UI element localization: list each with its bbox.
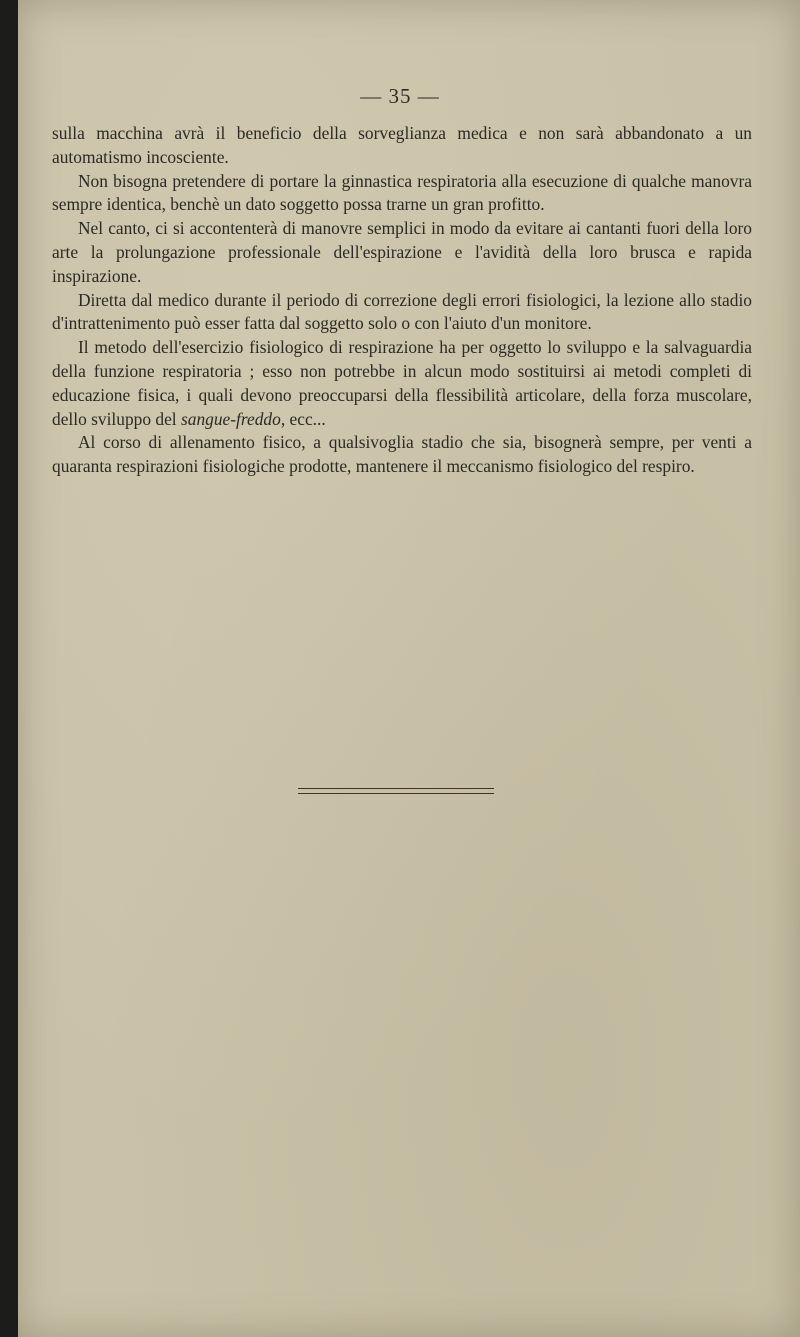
closing-rule-bottom xyxy=(298,793,494,794)
paragraph-3: Nel canto, ci si accontenterà di manovre semplici in modo da evitare ai cantanti fuori della loro arte la prolungazione professionale dell'espirazione e l'avidità della loro brusca e rapida inspirazione. xyxy=(52,218,752,286)
paragraph-5 xyxy=(52,336,752,431)
page-number: — 35 — xyxy=(360,84,440,108)
closing-rule-top xyxy=(298,788,494,789)
paragraph-1: sulla macchina avrà il beneficio della sorveglianza medica e non sarà abbandonato a un automatismo incosciente. xyxy=(52,123,752,167)
paragraph-6: Al corso di allenamento fisico, a qualsivoglia stadio che sia, bisognerà sempre, per venti a quaranta respirazioni fisiologiche prodotte, mantenere il meccanismo fisiologico del respiro. xyxy=(52,432,752,477)
paragraph-4: Diretta dal medico durante il periodo di correzione degli errori fisiologici, la lezione allo stadio d'intrattenimento può esser fatta dal soggetto solo o con l'aiuto d'un monitore. xyxy=(52,289,752,334)
body-text xyxy=(52,122,752,479)
paragraph-5-text: Il metodo dell'esercizio fisiologico di respirazione ha per oggetto lo sviluppo e la salvaguardia della funzione respiratoria ; esso non potrebbe in alcun modo sostituirsi ai metodi completi di educazione fisica, i quali devono preoccuparsi della flessibilità articolare, della forza muscolare, dello sviluppo del xyxy=(52,337,752,429)
italic-term: sangue-freddo xyxy=(180,408,281,429)
paragraph-2: Non bisogna pretendere di portare la ginnastica respiratoria alla esecuzione di qualche manovra sempre identica, benchè un dato soggetto possa trarne un gran profitto. xyxy=(52,170,752,215)
paragraph-5-tail: , ecc... xyxy=(280,408,326,429)
